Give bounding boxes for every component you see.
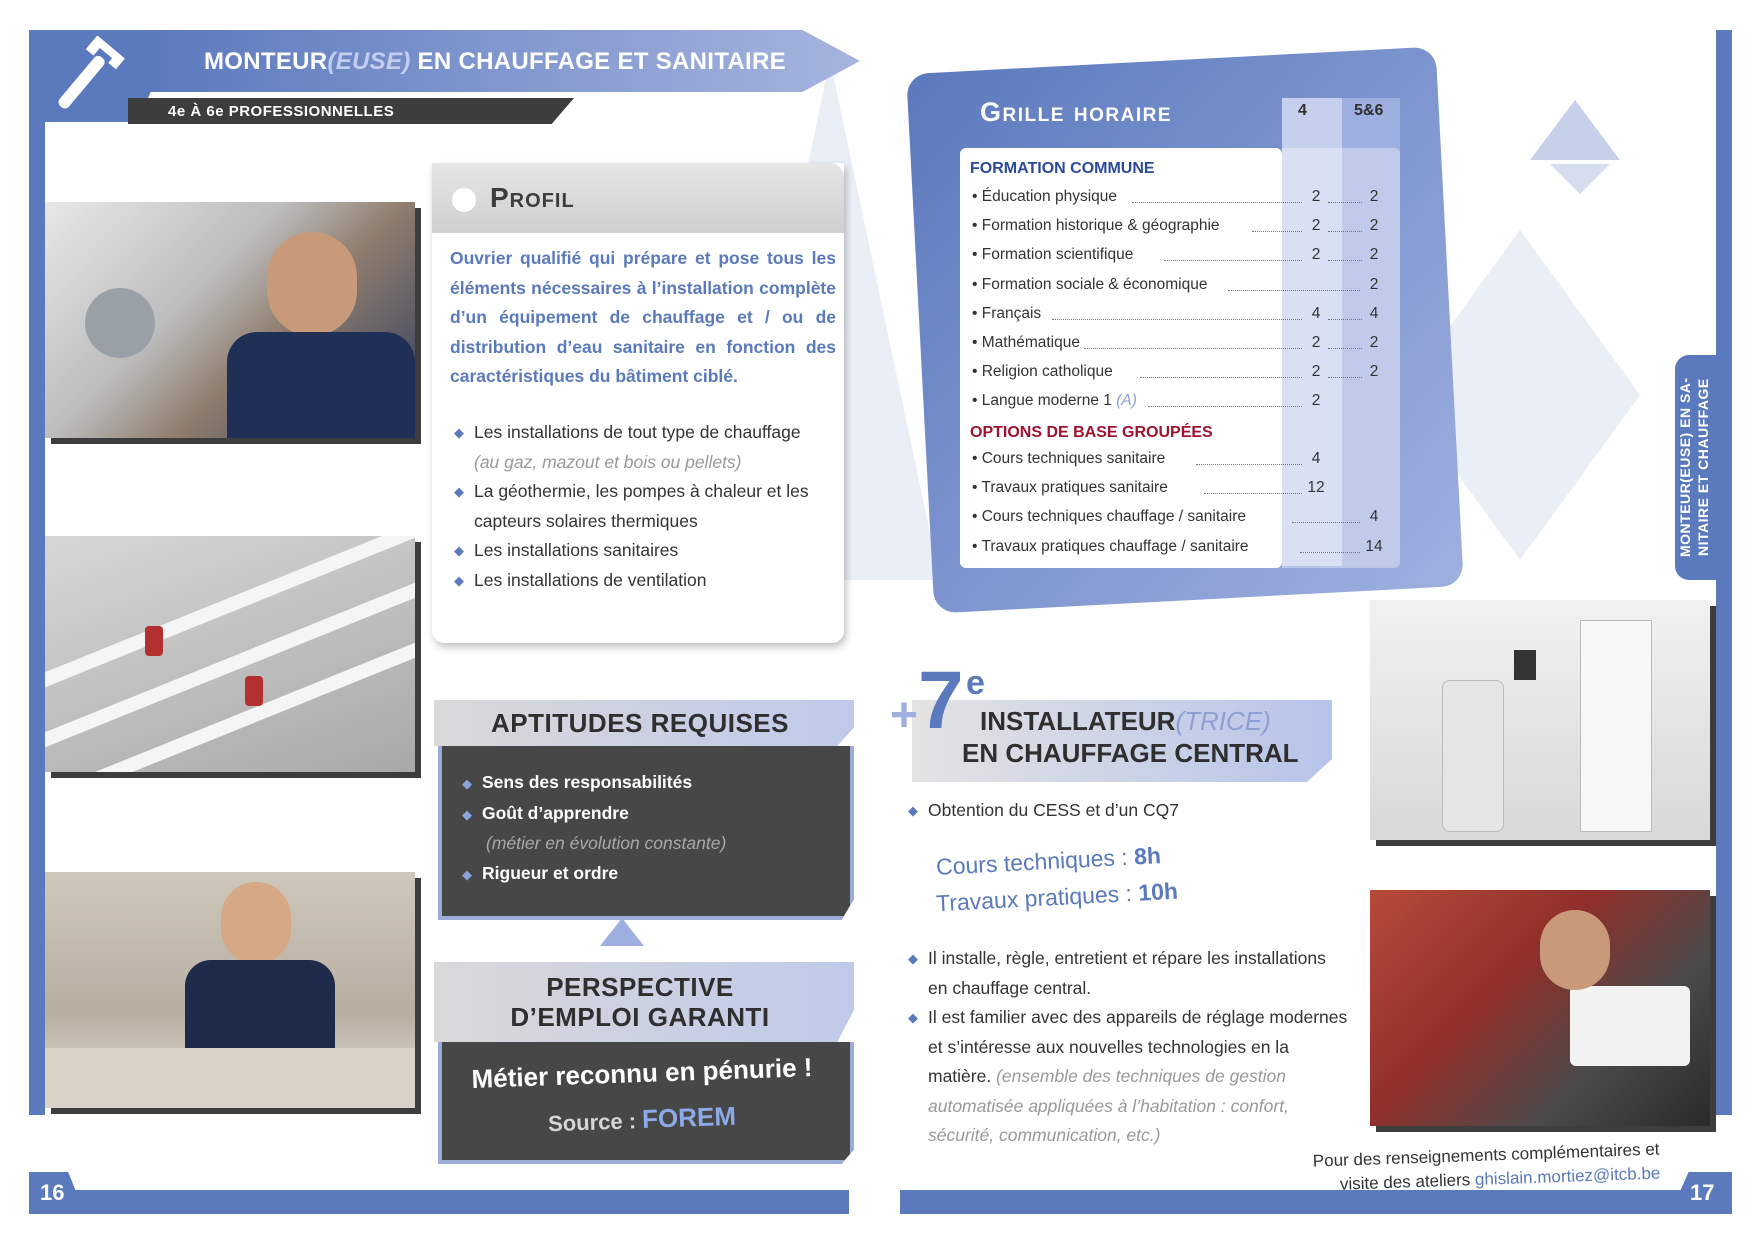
grille-row-text: Formation sociale & économique — [981, 275, 1208, 293]
grille-row-text: Éducation physique — [981, 188, 1118, 205]
row-bullet-icon: • — [972, 537, 982, 555]
ct-value: 8h — [1133, 842, 1162, 870]
aptitudes-title: APTITUDES REQUISES — [491, 708, 789, 738]
grille-row — [972, 450, 1382, 474]
grille-row — [972, 508, 1382, 532]
grille-row — [972, 479, 1382, 503]
grille-row — [972, 334, 1382, 358]
aptitudes-list — [462, 768, 832, 889]
diamond-bullet-icon: ◆ — [908, 803, 918, 818]
grille-row — [972, 392, 1382, 416]
diamond-bullet-icon: ◆ — [454, 425, 464, 440]
grille-value-col56: 14 — [1365, 537, 1383, 555]
row-bullet-icon: • — [972, 334, 982, 351]
diamond-bullet-icon: ◆ — [462, 776, 472, 791]
diamond-bullet-icon: ◆ — [454, 543, 464, 558]
grille-row — [972, 276, 1382, 300]
side-tab-line2: NITAIRE ET CHAUFFAGE — [1695, 378, 1711, 557]
profil-item-text: Les installations sanitaires — [474, 540, 679, 560]
bullet3-text: Il est familier avec des appareils de réglage modernes et s’intéresse aux nouvelles technologies en la matière. — [928, 1007, 1348, 1086]
seventh-bullet — [908, 944, 1348, 1003]
grille-row — [972, 188, 1382, 212]
perspective-tagline: Métier reconnu en pénurie ! — [471, 1052, 813, 1094]
grille-row-text: Formation scientifique — [981, 246, 1134, 264]
grille-value-col4: 2 — [1311, 334, 1321, 351]
grille-row-text: Langue moderne 1 — [981, 392, 1112, 410]
leader-dots — [1140, 377, 1302, 378]
grille-value-col4: 2 — [1311, 217, 1321, 235]
grille-row-label — [972, 450, 1165, 468]
profil-bullet-circle-icon — [452, 188, 476, 212]
frame-right-border — [1716, 30, 1732, 1115]
profil-title: Profil — [490, 182, 575, 213]
row-bullet-icon: • — [972, 450, 982, 467]
row-bullet-icon: • — [972, 508, 982, 526]
grille-row-text: Travaux pratiques chauffage / sanitaire — [981, 537, 1249, 555]
grille-row-label — [972, 217, 1220, 235]
grille-value-col56: 2 — [1369, 246, 1379, 264]
grille-row-label — [972, 508, 1246, 526]
grille-value-col4: 12 — [1307, 479, 1325, 497]
photo-boiler-room — [1370, 600, 1710, 840]
diamond-bullet-icon: ◆ — [462, 866, 472, 882]
bg-triangle-small-down — [1550, 164, 1610, 194]
leader-dots — [1084, 348, 1302, 349]
seventh-bullet — [908, 796, 1179, 826]
grille-value-col56: 4 — [1369, 304, 1379, 322]
source-label: Source : — [547, 1108, 637, 1137]
grille-value-col56: 2 — [1369, 217, 1379, 235]
seventh-title-line2: EN CHAUFFAGE CENTRAL — [962, 738, 1299, 768]
perspective-title-line2: D’EMPLOI GARANTI — [510, 1002, 770, 1032]
aptitude-text: Goût d’apprendre — [482, 802, 629, 823]
grille-value-col4: 2 — [1311, 188, 1321, 205]
grille-value-col4: 2 — [1311, 246, 1321, 264]
grille-row-label — [972, 363, 1113, 381]
diamond-bullet-icon: ◆ — [462, 806, 472, 822]
tp-value: 10h — [1137, 877, 1179, 906]
grille-row — [972, 246, 1382, 270]
grille-row — [972, 363, 1382, 387]
grille-row-text: Cours techniques sanitaire — [981, 450, 1166, 467]
grille-row-label — [972, 479, 1168, 497]
grille-value-col56: 2 — [1369, 363, 1379, 381]
connector-arrow-icon — [600, 918, 644, 946]
row-bullet-icon: • — [972, 392, 982, 410]
page-number-left: 16 — [40, 1180, 65, 1205]
side-tab-line1: MONTEUR(EUSE) EN SA- — [1677, 377, 1693, 558]
leader-dots — [1328, 377, 1362, 378]
row-bullet-icon: • — [972, 275, 982, 293]
profil-item-note: (au gaz, mazout et bois ou pellets) — [474, 451, 742, 472]
page-title: MONTEUR(EUSE) EN CHAUFFAGE ET SANITAIRE — [204, 48, 786, 75]
frame-left-border — [29, 30, 45, 1115]
seventh-bullet-text: Obtention du CESS et d’un CQ7 — [928, 800, 1179, 820]
leader-dots — [1204, 493, 1302, 494]
seventh-title-fem: (TRICE) — [1175, 706, 1271, 736]
leader-dots — [1052, 319, 1302, 320]
leader-dots — [1328, 348, 1362, 349]
aptitude-item — [462, 859, 832, 890]
profil-list-item — [454, 418, 834, 477]
seventh-number: 7 — [918, 655, 964, 746]
row-bullet-icon: • — [972, 479, 982, 497]
aptitude-item — [462, 768, 832, 799]
grille-row — [972, 217, 1382, 241]
grille-title: Grille horaire — [980, 97, 1173, 127]
bullet3-note: (ensemble des techniques de gestion automatisée appliquées à l’habitation : confort, sécurité, communication, etc.) — [928, 1066, 1289, 1145]
grille-value-col4: 2 — [1311, 392, 1321, 410]
grille-value-col56: 2 — [1369, 188, 1379, 205]
profil-list-item — [454, 477, 834, 536]
row-bullet-icon: • — [972, 217, 982, 235]
ct-label: Cours techniques : — [935, 843, 1129, 880]
grille-row-label — [972, 392, 1137, 410]
photo-woman-workshop — [45, 872, 415, 1108]
perspective-title-line1: PERSPECTIVE — [546, 972, 734, 1002]
grille-row-note: (A) — [1116, 392, 1137, 410]
diamond-bullet-icon: ◆ — [908, 951, 918, 966]
grille-row — [972, 538, 1382, 562]
contact-email-link[interactable]: ghislain.mortiez@itcb.be — [1474, 1163, 1661, 1190]
side-tab-text — [1676, 356, 1716, 579]
diamond-bullet-icon: ◆ — [454, 484, 464, 499]
source-value: FOREM — [641, 1100, 737, 1134]
grille-row-label — [972, 246, 1133, 264]
aptitude-note: (métier en évolution constante) — [486, 833, 727, 853]
seventh-title-line1 — [980, 706, 1271, 737]
row-bullet-icon: • — [972, 246, 982, 264]
bottom-band-left — [29, 1190, 849, 1214]
footer-info-line1: Pour des renseignements complémentaires et — [1312, 1139, 1660, 1171]
leader-dots — [1164, 260, 1302, 261]
leader-dots — [1228, 290, 1360, 291]
leader-dots — [1328, 231, 1362, 232]
wrench-icon — [44, 36, 134, 120]
seventh-hours-tp — [935, 878, 1178, 918]
photo-plumber-sink — [45, 202, 415, 438]
grille-row-label — [972, 538, 1249, 556]
grille-row-label — [972, 188, 1117, 206]
diamond-bullet-icon: ◆ — [454, 572, 464, 588]
grille-row-text: Formation historique & géographie — [981, 217, 1220, 235]
tp-label: Travaux pratiques : — [935, 880, 1133, 917]
profil-list — [454, 418, 834, 595]
row-bullet-icon: • — [972, 188, 982, 205]
row-bullet-icon: • — [972, 363, 982, 381]
leader-dots — [1132, 202, 1302, 203]
grille-value-col4: 4 — [1311, 450, 1321, 467]
leader-dots — [1196, 464, 1302, 465]
grille-value-col56: 4 — [1369, 508, 1379, 526]
grille-row-label — [972, 276, 1207, 294]
leader-dots — [1328, 202, 1362, 203]
leader-dots — [1292, 522, 1360, 523]
grille-value-col4: 2 — [1311, 363, 1321, 381]
leader-dots — [1300, 552, 1360, 553]
grille-section-formation-commune: FORMATION COMMUNE — [970, 160, 1155, 177]
grille-row-text: Mathématique — [981, 334, 1080, 351]
seventh-bullet — [908, 1003, 1348, 1151]
grille-row-label — [972, 334, 1080, 352]
profil-list-item — [454, 536, 834, 566]
photo-technician-boiler — [1370, 890, 1710, 1126]
profil-item-text: Les installations de tout type de chauffage — [474, 422, 801, 442]
leader-dots — [1328, 319, 1362, 320]
perspective-title — [434, 972, 846, 1032]
profil-item-text: Les installations de ventilation — [474, 569, 707, 590]
page-subtitle: 4e À 6e PROFESSIONNELLES — [168, 103, 395, 120]
grille-row-text: Travaux pratiques sanitaire — [981, 479, 1168, 497]
grille-value-col56: 2 — [1369, 275, 1379, 293]
bg-triangle-small — [1530, 100, 1620, 160]
grille-row-label — [972, 305, 1041, 323]
grille-col4-header: 4 — [1298, 102, 1307, 119]
row-bullet-icon: • — [972, 304, 982, 322]
seventh-bullet-text: Il installe, règle, entretient et répare les installations en chauffage central. — [928, 948, 1326, 998]
grille-row-text: Français — [981, 304, 1042, 322]
aptitude-item — [462, 799, 832, 830]
page-number-right: 17 — [1690, 1180, 1715, 1205]
diamond-bullet-icon: ◆ — [908, 1010, 918, 1025]
grille-value-col56: 2 — [1369, 334, 1379, 351]
leader-dots — [1148, 406, 1302, 407]
seventh-description-list — [908, 944, 1348, 1151]
seventh-title-main: INSTALLATEUR — [980, 706, 1176, 736]
seventh-sup: e — [966, 664, 985, 702]
grille-col56-header: 5&6 — [1354, 102, 1384, 119]
grille-value-col4: 4 — [1311, 304, 1321, 322]
seventh-hours-ct — [935, 842, 1161, 881]
photo-pipes — [45, 536, 415, 772]
leader-dots — [1252, 231, 1302, 232]
leader-dots — [1328, 260, 1362, 261]
profil-description: Ouvrier qualifié qui prépare et pose tous les éléments nécessaires à l’installation complète d’un équipement de chauffage et / ou de distribution d’eau sanitaire en fonction des caractéristiques du bâtiment ciblé. — [450, 248, 836, 386]
grille-section-options: OPTIONS DE BASE GROUPÉES — [970, 424, 1213, 441]
grille-row — [972, 305, 1382, 329]
aptitude-text: Sens des responsabilités — [482, 772, 693, 792]
aptitude-text: Rigueur et ordre — [482, 862, 619, 883]
footer-info-prefix: visite des ateliers — [1339, 1170, 1471, 1194]
profil-item-text: La géothermie, les pompes à chaleur et les capteurs solaires thermiques — [474, 481, 809, 531]
seventh-plus: + — [890, 689, 919, 742]
profil-list-item — [454, 566, 834, 596]
grille-row-text: Cours techniques chauffage / sanitaire — [981, 508, 1246, 526]
seventh-bullet-text — [928, 1003, 1348, 1151]
grille-row-text: Religion catholique — [981, 363, 1113, 381]
